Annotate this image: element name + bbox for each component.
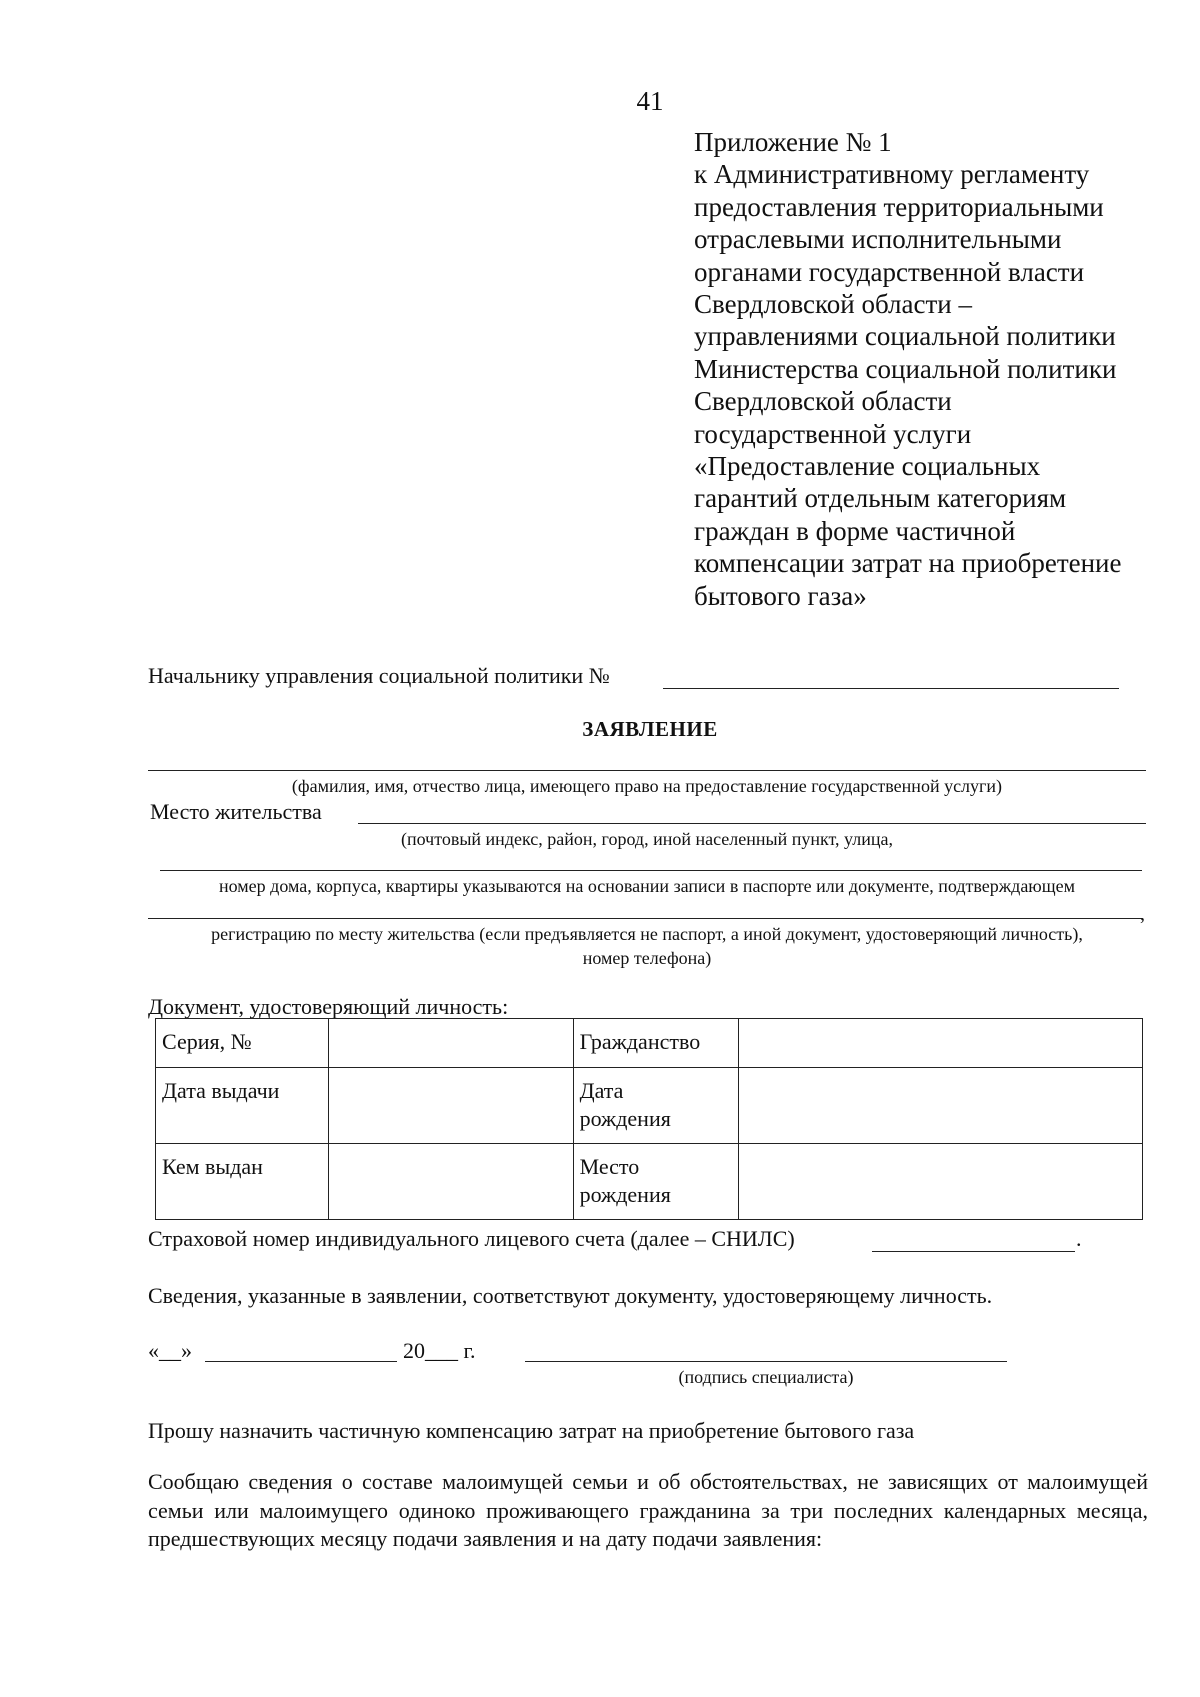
date-day[interactable]: «__» (148, 1338, 192, 1363)
addressee-number-field[interactable] (663, 688, 1119, 689)
residence-label: Место жительства (150, 799, 322, 824)
appendix-line: органами государственной власти (694, 256, 1085, 287)
birth-place-label: Место рождения (573, 1144, 738, 1220)
appendix-line: Министерства социальной политики (694, 353, 1117, 384)
birth-place-field[interactable] (738, 1144, 1142, 1220)
date-month-field[interactable] (205, 1361, 397, 1362)
appendix-line: государственной услуги (694, 418, 972, 449)
issue-date-label: Дата выдачи (156, 1068, 329, 1144)
snils-field[interactable] (872, 1251, 1075, 1252)
signature-hint: (подпись специалиста) (678, 1367, 854, 1387)
snils-period: . (1076, 1226, 1082, 1251)
appendix-line: Приложение № 1 (694, 127, 892, 157)
fio-field[interactable] (148, 770, 1146, 771)
series-number-label: Серия, № (156, 1019, 329, 1068)
page-number: 41 (636, 86, 664, 116)
document-title: ЗАЯВЛЕНИЕ (582, 717, 718, 741)
birth-date-label: Дата рождения (573, 1068, 738, 1144)
appendix-line: бытового газа» (694, 580, 867, 611)
appendix-line: отраслевыми исполнительными (694, 224, 1062, 255)
specialist-signature-field[interactable] (525, 1361, 1007, 1362)
request-text: Прошу назначить частичную компенсацию затрат на приобретение бытового газа (148, 1418, 915, 1443)
residence-field-3[interactable] (148, 918, 1142, 919)
table-row (156, 1019, 1143, 1068)
fio-hint: (фамилия, имя, отчество лица, имеющего право на предоставление государственной услуги) (291, 776, 1003, 796)
snils-label: Страховой номер индивидуального лицевого счета (далее – СНИЛС) (148, 1226, 795, 1251)
addressee-label: Начальнику управления социальной политики № (148, 663, 610, 688)
family-info-text: Сообщаю сведения о составе малоимущей семьи и об обстоятельствах, не зависящих от малоимущей семьи или малоимущего одиноко проживающего гражданина за три последних календарных месяца, предшествующих месяцу подачи заявления и на дату подачи заявления: (148, 1469, 1148, 1551)
id-document-table (155, 1018, 1143, 1220)
issued-by-field[interactable] (328, 1144, 573, 1220)
table-row (156, 1144, 1143, 1220)
verification-statement: Сведения, указанные в заявлении, соответствуют документу, удостоверяющему личность. (148, 1283, 993, 1308)
residence-field[interactable] (358, 823, 1146, 824)
date-year[interactable]: 20___ г. (403, 1338, 476, 1363)
appendix-line: граждан в форме частичной (694, 515, 1016, 546)
appendix-line: «Предоставление социальных (694, 451, 1041, 482)
appendix-line: Свердловской области (694, 386, 952, 417)
appendix-heading (694, 126, 1121, 612)
series-number-field[interactable] (328, 1019, 573, 1068)
residence-field-2[interactable] (160, 870, 1142, 871)
appendix-line: компенсации затрат на приобретение (694, 548, 1122, 579)
address-hint-4: номер телефона) (582, 948, 712, 968)
issued-by-label: Кем выдан (156, 1144, 329, 1220)
table-row (156, 1068, 1143, 1144)
appendix-line: гарантий отдельным категориям (694, 483, 1067, 514)
address-hint-3: регистрацию по месту жительства (если предъявляется не паспорт, а иной документ, удостоверяющий личность), (211, 924, 1083, 944)
appendix-line: управлениями социальной политики (694, 321, 1116, 352)
appendix-line: к Административному регламенту (694, 159, 1090, 190)
id-document-label: Документ, удостоверяющий личность: (148, 994, 509, 1019)
address-hint-1: (почтовый индекс, район, город, иной населенный пункт, улица, (400, 829, 893, 849)
issue-date-field[interactable] (328, 1068, 573, 1144)
citizenship-label: Гражданство (573, 1019, 738, 1068)
address-hint-2: номер дома, корпуса, квартиры указываются на основании записи в паспорте или документе, подтверждающем (218, 876, 1075, 896)
appendix-line: предоставления территориальными (694, 191, 1104, 222)
appendix-line: Свердловской области – (694, 289, 972, 320)
citizenship-field[interactable] (738, 1019, 1142, 1068)
birth-date-field[interactable] (738, 1068, 1142, 1144)
